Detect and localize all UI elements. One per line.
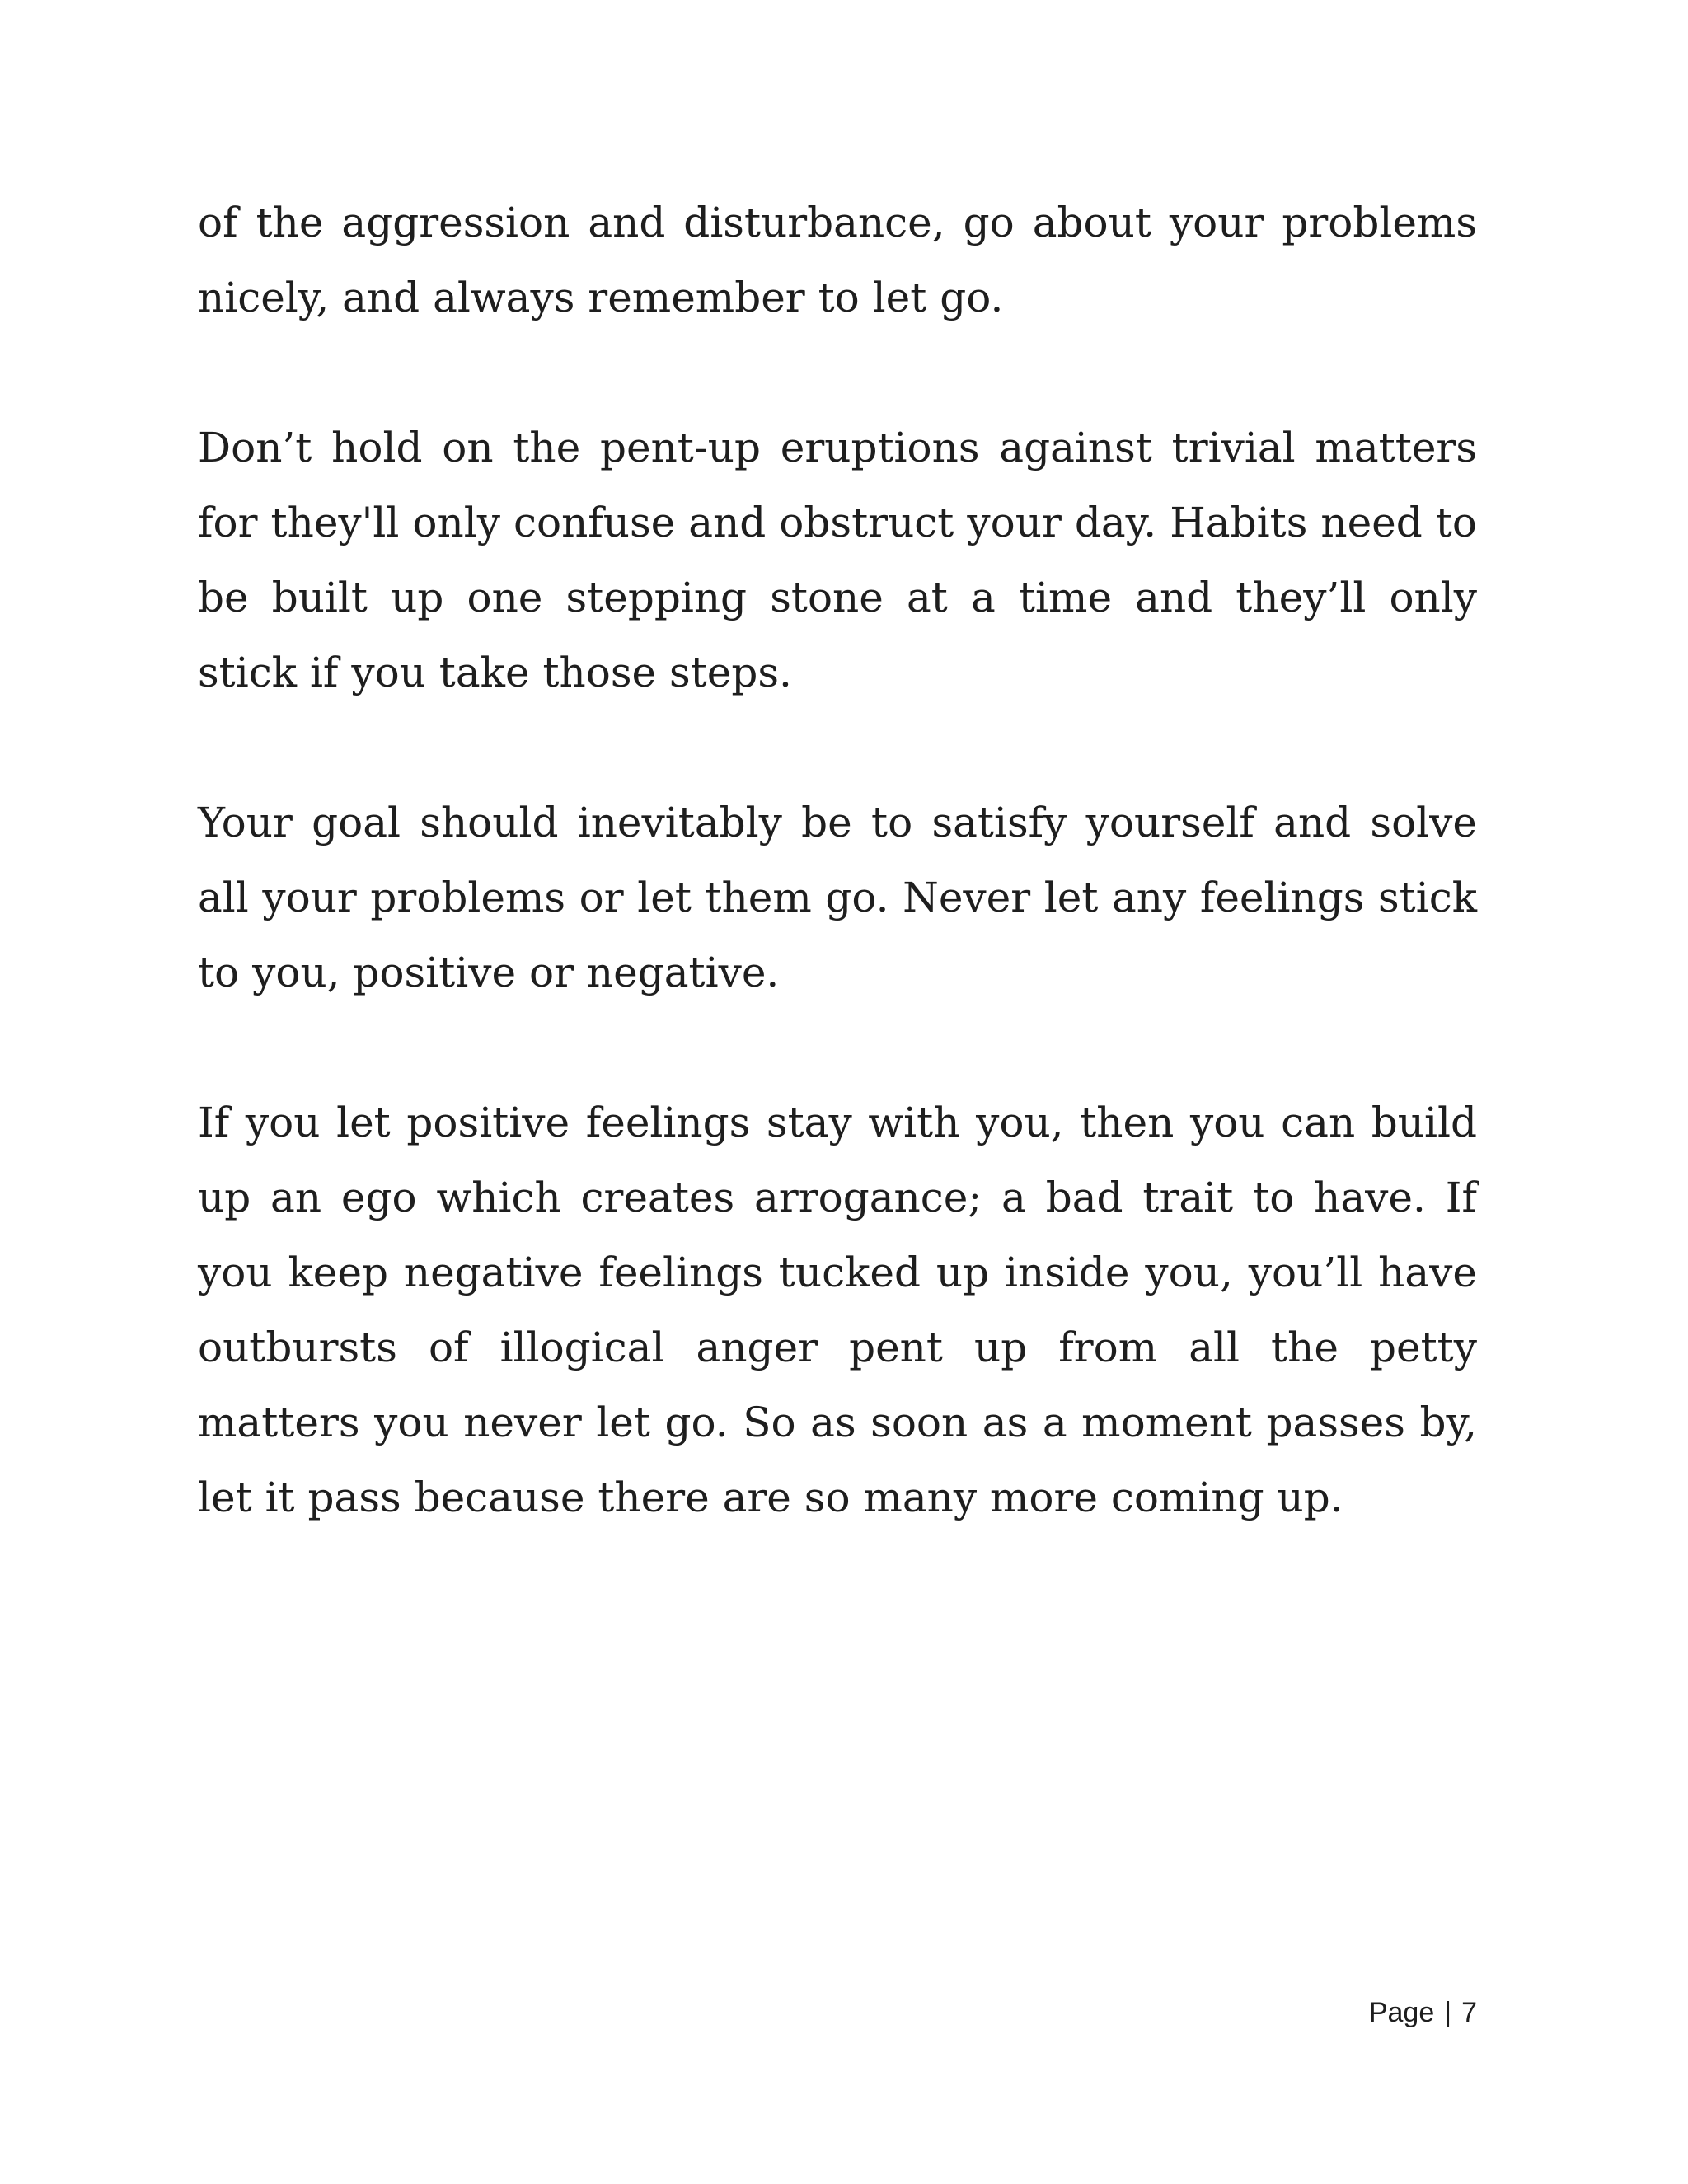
page-number: 7 [1461,1997,1477,2028]
page-separator: | [1444,1997,1452,2028]
page-label: Page [1368,1997,1435,2028]
paragraph-2: Don’t hold on the pent-up eruptions against trivial matters for they'll only confuse and obstruct your day. Habits need to be built up one stepping stone at a time and they’ll only stick if you take those steps. [198,424,1477,696]
paragraph-4: If you let positive feelings stay with you, then you can build up an ego which creates arrogance; a bad trait to have. If you keep negative feelings tucked up inside you, you’ll have outbursts of illogical anger pent up from all the petty matters you never let go. So as soon as a moment passes by, let it pass because there are so many more coming up. [198,1099,1477,1521]
paragraph-3: Your goal should inevitably be to satisfy yourself and solve all your problems or let them go. Never let any feelings stick to you, positive or negative. [198,799,1477,996]
paragraph-1: of the aggression and disturbance, go about your problems nicely, and always remember to let go. [198,199,1477,321]
page-footer [1369,1996,1477,2029]
body-text [198,185,1477,1535]
